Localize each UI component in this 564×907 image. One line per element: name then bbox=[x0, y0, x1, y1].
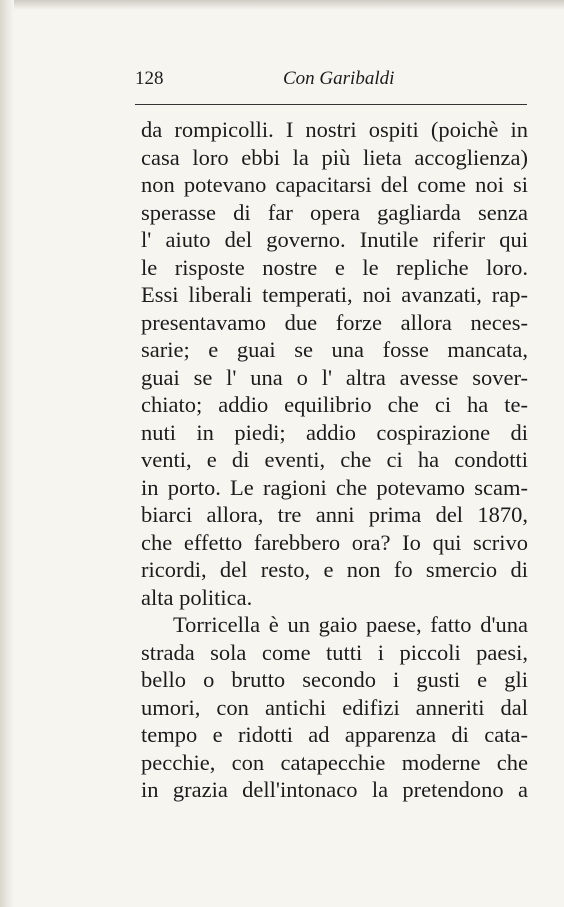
text-line-paragraph-end: alta politica. bbox=[141, 584, 253, 610]
text-line: che effetto farebbero ora? Io qui scrivo bbox=[141, 529, 528, 555]
running-title: Con Garibaldi bbox=[283, 68, 395, 89]
text-line-paragraph-start: Torricella è un gaio paese, fatto d'una bbox=[173, 612, 528, 637]
text-line: l' aiuto del governo. Inutile riferir qui bbox=[141, 227, 528, 252]
text-line: chiato; addio equilibrio che ci ha te- bbox=[141, 392, 528, 417]
text-line: in porto. Le ragioni che potevamo scam- bbox=[141, 474, 528, 500]
header-rule bbox=[135, 104, 527, 105]
text-line: sarie; e guai se una fosse mancata, bbox=[141, 337, 528, 362]
text-line: venti, e di eventi, che ci ha condotti bbox=[141, 447, 528, 472]
text-line: le risposte nostre e le repliche loro. bbox=[141, 254, 528, 280]
text-line: tempo e ridotti ad apparenza di cata- bbox=[141, 722, 528, 747]
text-line: nuti in piedi; addio cospirazione di bbox=[141, 419, 528, 445]
text-line: casa loro ebbi la più lieta accoglienza) bbox=[141, 144, 528, 170]
text-line: guai se l' una o l' altra avesse sover- bbox=[141, 364, 528, 390]
text-line: ricordi, del resto, e non fo smercio di bbox=[141, 557, 528, 582]
text-line: Essi liberali temperati, noi avanzati, rap- bbox=[141, 282, 528, 307]
text-line: strada sola come tutti i piccoli paesi, bbox=[141, 639, 528, 665]
text-line: sperasse di far opera gagliarda senza bbox=[141, 199, 528, 225]
text-line: bello o brutto secondo i gusti e gli bbox=[141, 667, 528, 692]
page-top-shadow bbox=[0, 0, 564, 10]
page-number: 128 bbox=[135, 68, 164, 89]
text-line: in grazia dell'intonaco la pretendono a bbox=[141, 777, 528, 802]
text-line: non potevano capacitarsi del come noi si bbox=[141, 172, 528, 197]
text-line: biarci allora, tre anni prima del 1870, bbox=[141, 502, 528, 527]
text-line: pecchie, con catapecchie moderne che bbox=[141, 749, 528, 775]
text-line: umori, con antichi edifizi anneriti dal bbox=[141, 694, 528, 720]
text-line: da rompicolli. I nostri ospiti (poichè in bbox=[141, 117, 528, 142]
text-line: presentavamo due forze allora neces- bbox=[141, 309, 528, 335]
body-text bbox=[141, 116, 528, 804]
page-binding-edge bbox=[0, 0, 14, 907]
page-header bbox=[135, 68, 527, 98]
